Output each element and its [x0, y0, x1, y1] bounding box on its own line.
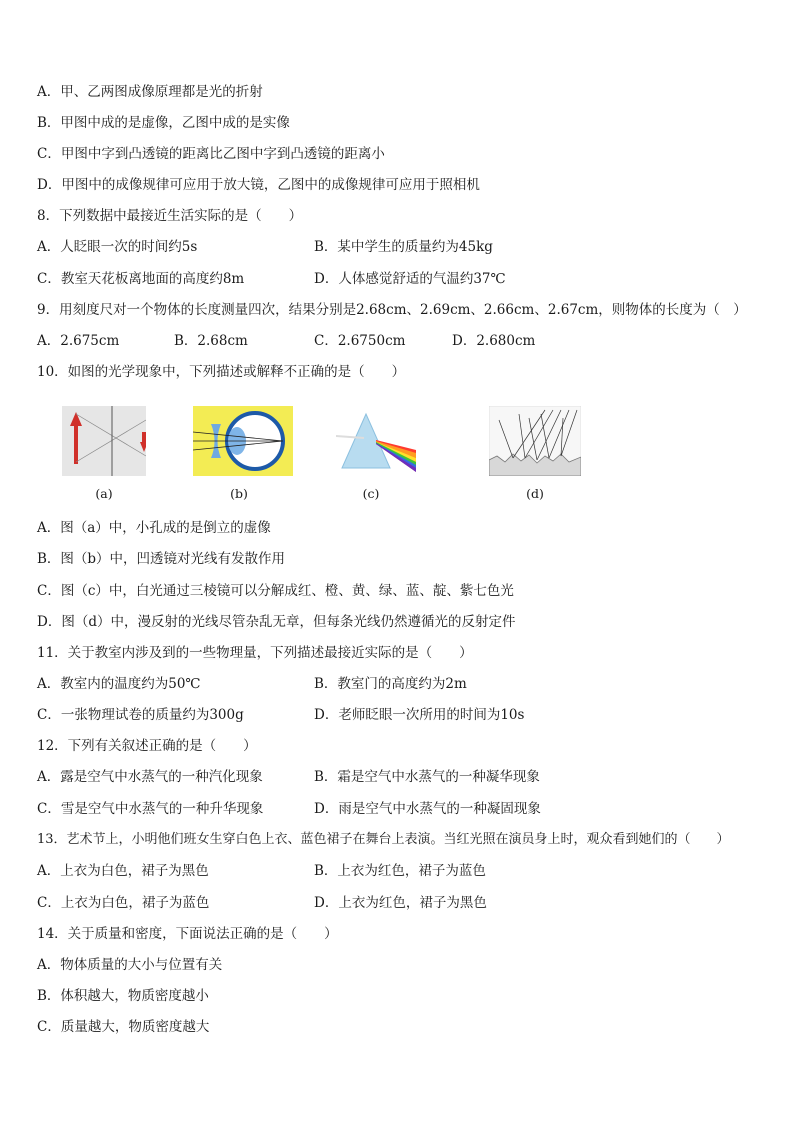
q12-stem: 12．下列有关叙述正确的是（ ） — [37, 738, 257, 754]
caption-d: (d) — [526, 486, 544, 501]
q10-option-a: A．图（a）中，小孔成的是倒立的虚像 — [37, 520, 271, 536]
q13-option-b: B．上衣为红色，裙子为蓝色 — [314, 863, 486, 879]
q13-option-row-1 — [37, 862, 486, 880]
q8-option-row-1 — [37, 238, 493, 256]
q12-option-row-1 — [37, 768, 540, 786]
caption-c: (c) — [362, 486, 380, 501]
q8-option-b: B．某中学生的质量约为45kg — [314, 239, 493, 255]
q13-option-d: D．上衣为红色，裙子为黑色 — [314, 895, 487, 911]
q14-option-a: A．物体质量的大小与位置有关 — [37, 957, 223, 973]
diffuse-reflection-figure — [489, 406, 581, 476]
q10-option-c: C．图（c）中，白光通过三棱镜可以分解成红、橙、黄、绿、蓝、靛、紫七色光 — [37, 583, 514, 599]
pinhole-figure — [62, 406, 146, 476]
q13-stem: 13．艺术节上，小明他们班女生穿白色上衣、蓝色裙子在舞台上表演。当红光照在演员身上时，观众看到她们的（ ） — [37, 832, 730, 847]
q9-stem: 9．用刻度尺对一个物体的长度测量四次，结果分别是2.68cm、2.69cm、2.66cm、2.67cm，则物体的长度为（ ） — [37, 302, 747, 318]
q11-option-b: B．教室门的高度约为2m — [314, 676, 467, 692]
q8-option-c: C．教室天花板离地面的高度约8m — [37, 271, 245, 287]
q12-option-d: D．雨是空气中水蒸气的一种凝固现象 — [314, 801, 541, 817]
q11-stem: 11．关于教室内涉及到的一些物理量，下列描述最接近实际的是（ ） — [37, 645, 473, 661]
q10-option-b: B．图（b）中，凹透镜对光线有发散作用 — [37, 551, 286, 567]
prev-option-b: B．甲图中成的是虚像，乙图中成的是实像 — [37, 115, 290, 131]
q14-stem: 14．关于质量和密度，下面说法正确的是（ ） — [37, 926, 338, 942]
q9-option-b: B．2.68cm — [174, 333, 248, 349]
q9-options-row — [37, 332, 536, 350]
q10-figures — [0, 400, 794, 510]
q8-option-d: D．人体感觉舒适的气温约37℃ — [314, 271, 506, 287]
q14-option-c: C．质量越大，物质密度越大 — [37, 1019, 210, 1035]
prism-figure — [336, 406, 418, 476]
q13-option-a: A．上衣为白色，裙子为黑色 — [37, 863, 209, 879]
q12-option-c: C．雪是空气中水蒸气的一种升华现象 — [37, 801, 264, 817]
q8-option-row-2 — [37, 270, 506, 288]
q10-option-d: D．图（d）中，漫反射的光线尽管杂乱无章，但每条光线仍然遵循光的反射定件 — [37, 614, 516, 630]
q12-option-b: B．霜是空气中水蒸气的一种凝华现象 — [314, 769, 540, 785]
q11-option-c: C．一张物理试卷的质量约为300g — [37, 707, 244, 723]
q11-option-a: A．教室内的温度约为50℃ — [37, 676, 201, 692]
q9-option-d: D．2.680cm — [452, 333, 536, 349]
q11-option-row-2 — [37, 706, 525, 724]
q9-option-c: C．2.6750cm — [314, 333, 406, 349]
prev-option-c: C．甲图中字到凸透镜的距离比乙图中字到凸透镜的距离小 — [37, 146, 385, 162]
q8-option-a: A．人眨眼一次的时间约5s — [37, 239, 198, 255]
caption-b: (b) — [230, 486, 248, 501]
q11-option-d: D．老师眨眼一次所用的时间为10s — [314, 707, 525, 723]
eye-lens-figure — [193, 406, 293, 476]
q11-option-row-1 — [37, 675, 467, 693]
q14-option-b: B．体积越大，物质密度越小 — [37, 988, 209, 1004]
q10-stem: 10．如图的光学现象中，下列描述或解释不正确的是（ ） — [37, 364, 406, 380]
q13-option-c: C．上衣为白色，裙子为蓝色 — [37, 895, 210, 911]
q12-option-a: A．露是空气中水蒸气的一种汽化现象 — [37, 769, 263, 785]
q9-option-a: A．2.675cm — [37, 333, 120, 349]
q8-stem: 8．下列数据中最接近生活实际的是（ ） — [37, 208, 303, 224]
q13-option-row-2 — [37, 894, 487, 912]
prev-option-d: D．甲图中的成像规律可应用于放大镜，乙图中的成像规律可应用于照相机 — [37, 177, 480, 193]
q12-option-row-2 — [37, 800, 541, 818]
caption-a: (a) — [95, 486, 113, 501]
prev-option-a: A．甲、乙两图成像原理都是光的折射 — [37, 84, 263, 100]
